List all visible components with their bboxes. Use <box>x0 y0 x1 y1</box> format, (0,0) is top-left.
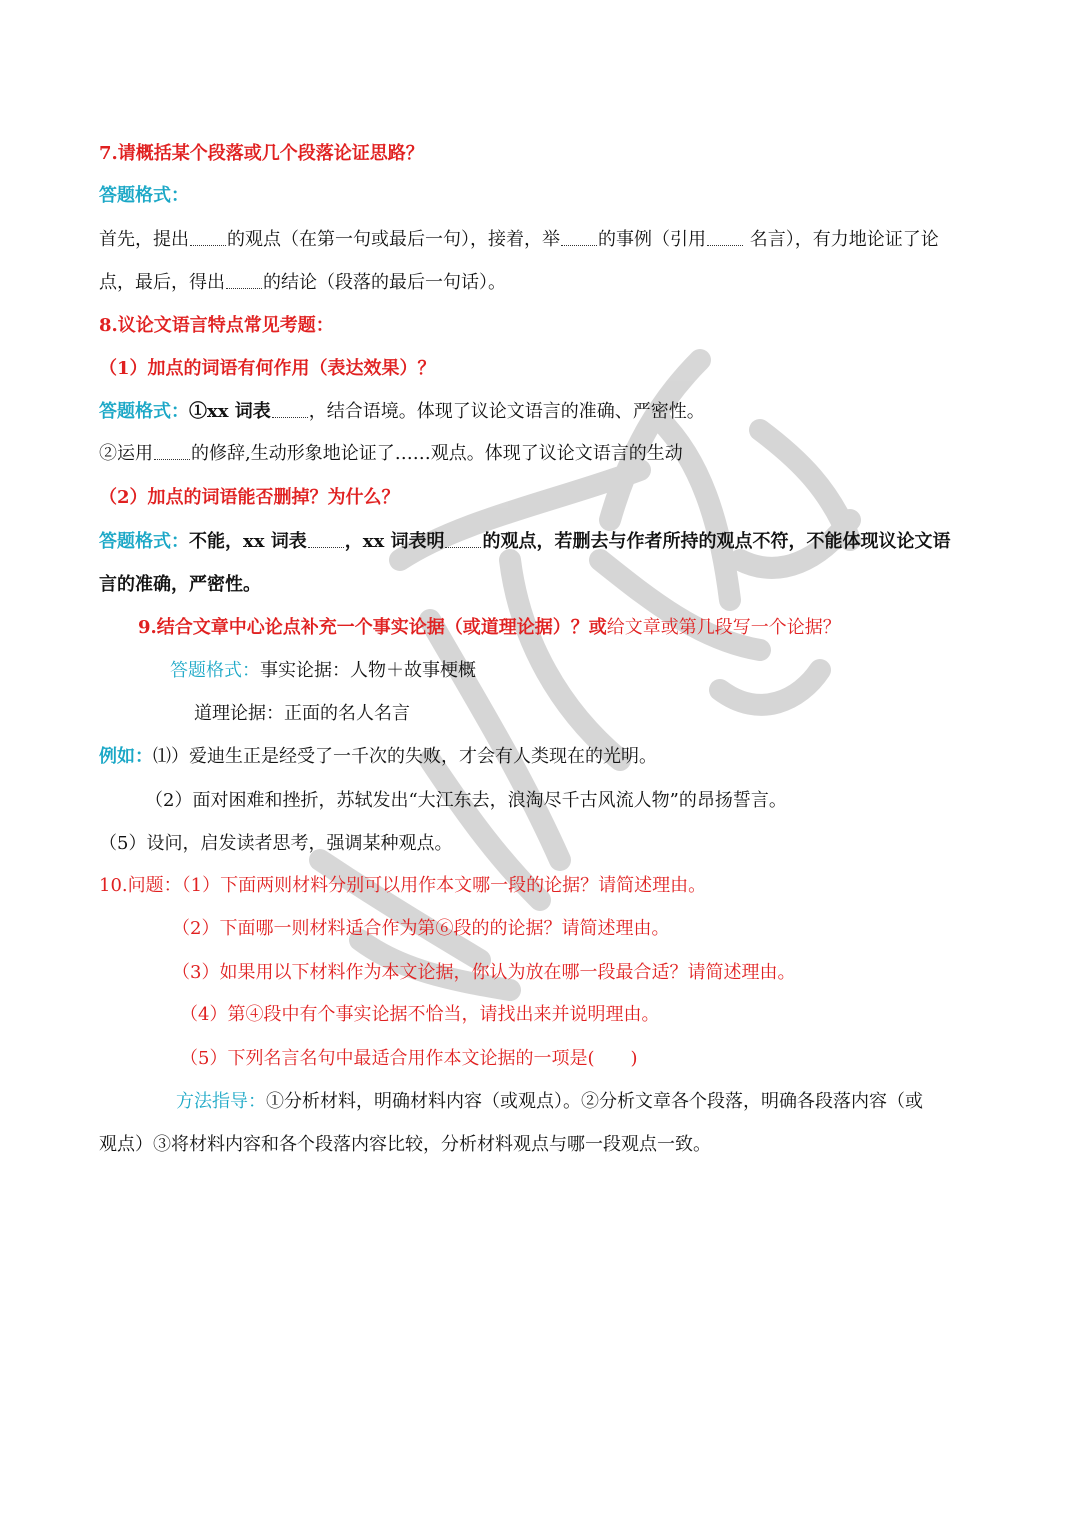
blank-line <box>308 533 344 548</box>
blank-line <box>707 231 743 246</box>
text-segment: ①分析材料，明确材料内容（或观点）。②分析文章各个段落，明确各段落内容（或 <box>266 1091 923 1112</box>
answer-format-8-2-line-2: 言的准确，严密性。 <box>99 574 261 595</box>
text-segment: （1）下面两则材料分别可以用作本文哪一段的论据？请简述理由。 <box>181 875 707 896</box>
answer-format-8-1 <box>99 400 705 424</box>
method-guide-line-1 <box>176 1090 923 1114</box>
answer-paragraph-7-line-2 <box>99 271 506 295</box>
question-8-2: （2）加点的词语能否删掉？为什么？ <box>99 487 400 508</box>
answer-paragraph-7-line-1 <box>99 228 939 252</box>
text-segment: 事实论据：人物＋故事梗概 <box>260 660 476 681</box>
question-10-4: （4）第④段中有个事实论据不恰当，请找出来并说明理由。 <box>180 1004 660 1025</box>
answer-format-8-1-line-2 <box>99 442 683 466</box>
question-8-1: （1）加点的词语有何作用（表达效果）？ <box>99 358 436 379</box>
question-9 <box>138 616 841 640</box>
text-segment: ，xx 词表明 <box>344 531 445 552</box>
answer-format-label: 答题格式： <box>99 401 189 422</box>
example-2: （2）面对困难和挫折，苏轼发出“大江东去，浪淘尽千古风流人物”的昂扬誓言。 <box>145 790 787 811</box>
text-segment: ②运用 <box>99 443 153 464</box>
text-segment: 9.结合文章中心论点补充一个事实论据（或道理论据）？或 <box>138 617 607 638</box>
text-segment: ①xx 词表 <box>189 401 271 422</box>
reason-evidence: 道理论据：正面的名人名言 <box>194 703 410 724</box>
text-segment: ⑴）爱迪生正是经受了一千次的失败，才会有人类现在的光明。 <box>153 746 657 767</box>
answer-format-9 <box>170 659 476 683</box>
answer-format-8-2 <box>99 530 950 554</box>
section-8-title: 8.议论文语言特点常见考题： <box>99 315 334 336</box>
text-segment: 名言），有力地论证了论 <box>744 229 939 250</box>
blank-line <box>445 533 481 548</box>
blank-line <box>561 231 597 246</box>
blank-line <box>154 445 190 460</box>
text-segment: ，结合语境。体现了议论文语言的准确、严密性。 <box>308 401 705 422</box>
blank-line <box>272 403 308 418</box>
text-segment: 的结论（段落的最后一句话）。 <box>263 272 506 293</box>
text-segment: 的观点，若删去与作者所持的观点不符，不能体现议论文语 <box>482 531 951 552</box>
section-10-title: 10.问题： <box>99 875 182 896</box>
example-label: 例如： <box>99 746 153 767</box>
text-segment: 的修辞,生动形象地论证了……观点。体现了议论文语言的生动 <box>191 443 683 464</box>
method-label: 方法指导： <box>176 1091 266 1112</box>
method-guide-line-2: 观点）③将材料内容和各个段落内容比较，分析材料观点与哪一段观点一致。 <box>99 1134 711 1155</box>
question-10-2: （2）下面哪一则材料适合作为第⑥段的的论据？请简述理由。 <box>172 918 670 939</box>
example-1 <box>99 745 657 769</box>
text-segment: 的观点（在第一句或最后一句），接着，举 <box>227 229 560 250</box>
question-10-5: （5）下列名言名句中最适合用作本文论据的一项是( ) <box>180 1048 638 1069</box>
question-7: 7.请概括某个段落或几个段落论证思路？ <box>99 143 424 164</box>
question-10-3: （3）如果用以下材料作为本文论据，你认为放在哪一段最合适？请简述理由。 <box>172 962 796 983</box>
text-segment: 给文章或第几段写一个论据？ <box>606 617 841 638</box>
answer-format-label-7: 答题格式： <box>99 185 189 206</box>
example-5: （5）设问，启发读者思考，强调某种观点。 <box>99 833 453 854</box>
text-segment: 首先，提出 <box>99 229 189 250</box>
blank-line <box>190 231 226 246</box>
answer-format-label: 答题格式： <box>99 531 189 552</box>
blank-line <box>226 274 262 289</box>
text-segment: 不能，xx 词表 <box>189 531 307 552</box>
answer-format-label: 答题格式： <box>170 660 260 681</box>
text-segment: 点，最后，得出 <box>99 272 225 293</box>
question-10-1 <box>99 874 706 898</box>
text-segment: 的事例（引用 <box>598 229 706 250</box>
